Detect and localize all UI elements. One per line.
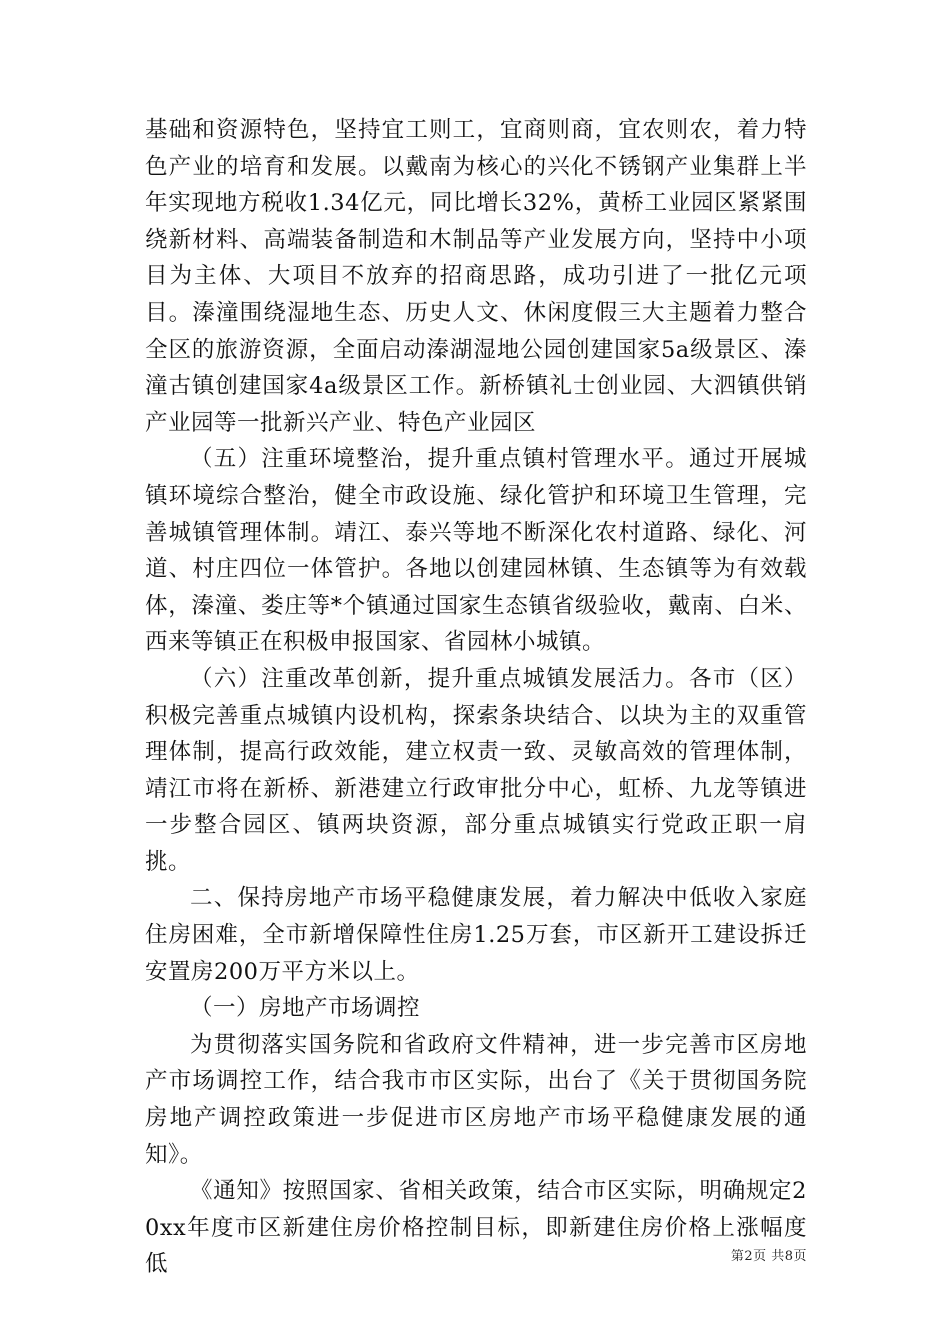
paragraph-3: （六）注重改革创新，提升重点城镇发展活力。各市（区）积极完善重点城镇内设机构，探索条块结合、以块为主的双重管理体制，提高行政效能，建立权责一致、灵敏高效的管理体制，靖江市将在新桥、新港建立行政审批分中心，虹桥、九龙等镇进一步整合园区、镇两块资源，部分重点城镇实行党政正职一肩挑。 — [145, 665, 807, 875]
document-body — [145, 112, 807, 1283]
paragraph-1: 基础和资源特色，坚持宜工则工，宜商则商，宜农则农，着力特色产业的培育和发展。以戴南为核心的兴化不锈钢产业集群上半年实现地方税收1.34亿元，同比增长32%，黄桥工业园区紧紧围绕新材料、高端装备制造和木制品等产业发展方向，坚持中小项目为主体、大项目不放弃的招商思路，成功引进了一批亿元项目。溱潼围绕湿地生态、历史人文、休闲度假三大主题着力整合全区的旅游资源，全面启动溱湖湿地公园创建国家5a级景区、溱潼古镇创建国家4a级景区工作。新桥镇礼士创业园、大泗镇供销产业园等一批新兴产业、特色产业园区 — [145, 117, 807, 436]
paragraph-7: 《通知》按照国家、省相关政策，结合市区实际，明确规定20xx年度市区新建住房价格控制目标，即新建住房价格上涨幅度低 — [145, 1178, 807, 1278]
paragraph-6: 为贯彻落实国务院和省政府文件精神，进一步完善市区房地产市场调控工作，结合我市市区实际，出台了《关于贯彻国务院房地产调控政策进一步促进市区房地产市场平稳健康发展的通知》。 — [145, 1031, 807, 1168]
page-number-footer: 第2页 共8页 — [730, 1249, 807, 1264]
paragraph-2: （五）注重环境整治，提升重点镇村管理水平。通过开展城镇环境综合整治，健全市政设施、绿化管护和环境卫生管理，完善城镇管理体制。靖江、泰兴等地不断深化农村道路、绿化、河道、村庄四位一体管护。各地以创建园林镇、生态镇等为有效载体，溱潼、娄庄等*个镇通过国家生态镇省级验收，戴南、白米、西来等镇正在积极申报国家、省园林小城镇。 — [145, 446, 807, 656]
paragraph-4: 二、保持房地产市场平稳健康发展，着力解决中低收入家庭住房困难，全市新增保障性住房1.25万套，市区新开工建设拆迁安置房200万平方米以上。 — [145, 885, 807, 985]
paragraph-5-heading: （一）房地产市场调控 — [190, 995, 421, 1022]
